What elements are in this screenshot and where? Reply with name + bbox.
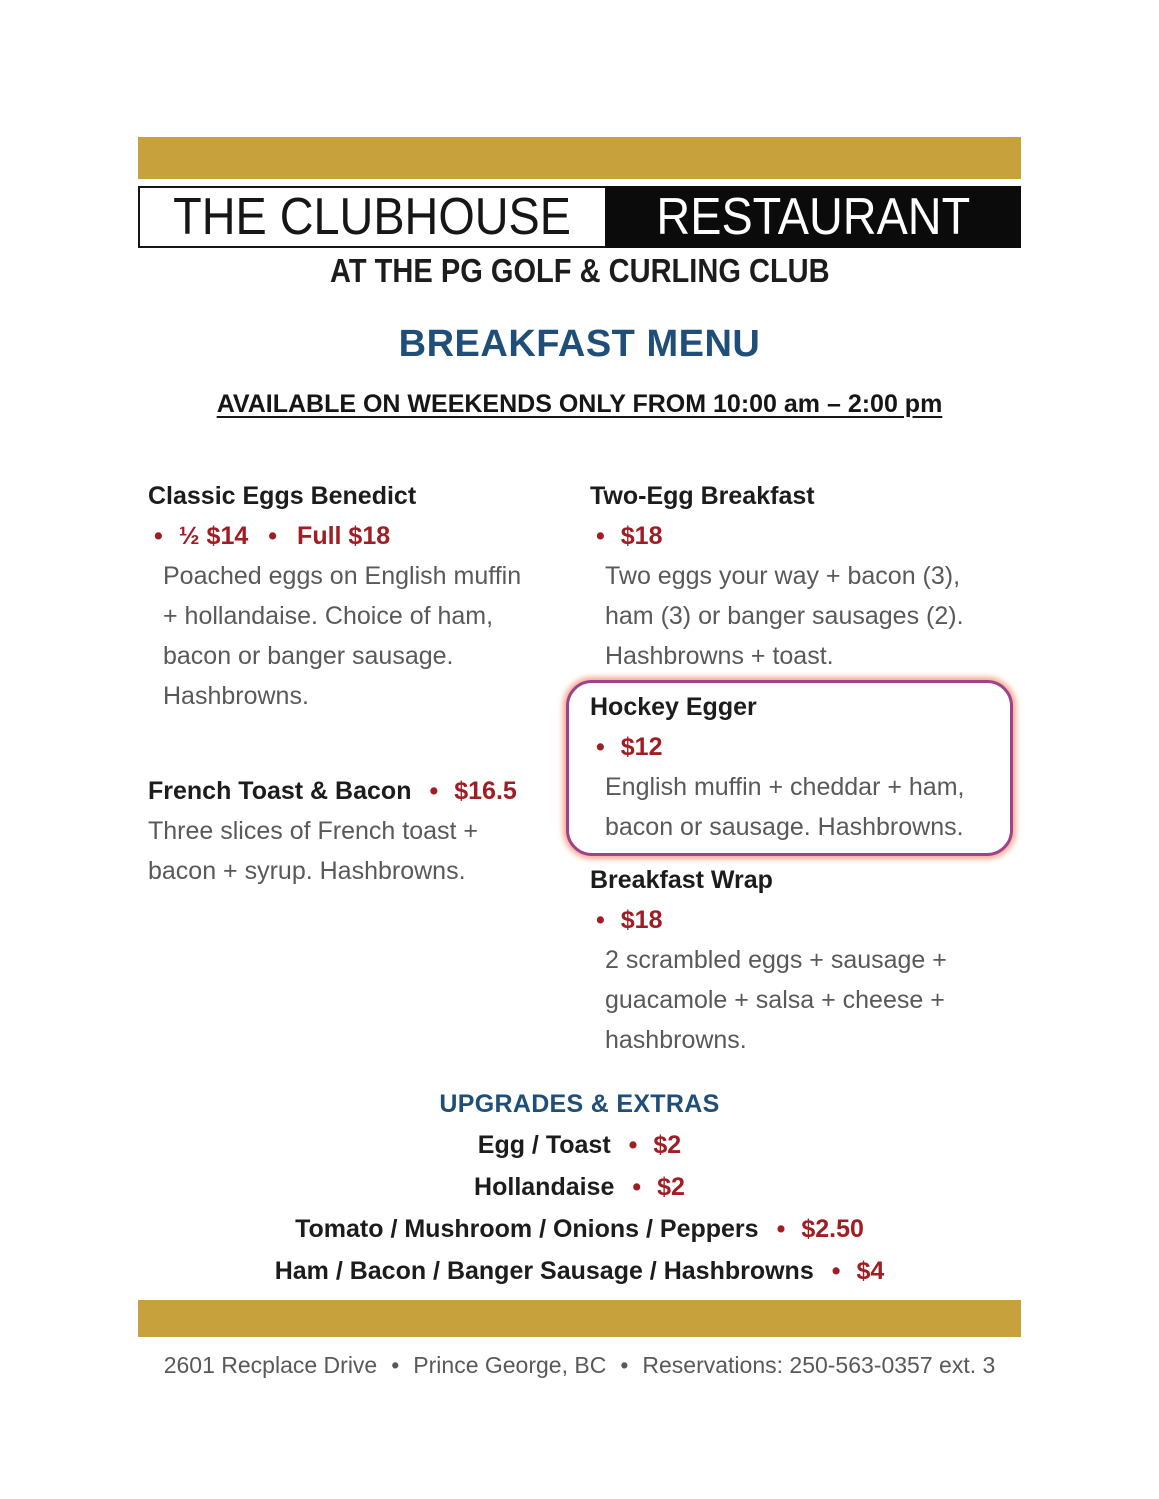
footer-address: 2601 Recplace Drive — [163, 1352, 378, 1378]
availability-notice: AVAILABLE ON WEEKENDS ONLY FROM 10:00 am – 2:00 pm — [216, 390, 943, 418]
extras-item-hollandaise — [0, 1166, 1159, 1208]
logo-tagline: AT THE PG GOLF & CURLING CLUB — [329, 252, 830, 289]
item-name: Classic Eggs Benedict — [148, 482, 417, 510]
extras-item-name: Tomato / Mushroom / Onions / Peppers — [295, 1215, 759, 1243]
menu-column-right — [590, 476, 1042, 1060]
footer-separator-bullet: • — [391, 1352, 400, 1378]
item-price-line — [590, 516, 1042, 556]
bullet-icon: • — [268, 522, 278, 550]
item-name: Two-Egg Breakfast — [590, 482, 815, 510]
menu-item-hockey-egger-highlighted — [566, 680, 1013, 856]
bullet-icon: • — [776, 1215, 786, 1243]
bullet-icon: • — [154, 522, 163, 550]
restaurant-logo — [138, 186, 1021, 248]
extras-item-price: $2 — [657, 1173, 685, 1201]
item-price: $12 — [620, 733, 663, 761]
item-description: Three slices of French toast + bacon + syrup. Hashbrowns. — [148, 817, 479, 885]
logo-restaurant-block — [605, 186, 1021, 248]
menu-item-french-toast-bacon — [148, 771, 566, 891]
extras-item-price: $4 — [856, 1257, 885, 1285]
bullet-icon: • — [429, 777, 439, 805]
bottom-gold-bar — [138, 1300, 1021, 1337]
menu-item-two-egg-breakfast — [590, 476, 1042, 676]
item-price-half: ½ $14 — [178, 522, 249, 550]
extras-item-meats — [0, 1250, 1159, 1292]
item-price-line — [590, 900, 1042, 940]
upgrades-extras-section — [0, 1084, 1159, 1292]
item-price-line — [590, 727, 1010, 767]
menu-item-classic-eggs-benedict — [148, 476, 566, 716]
footer-city: Prince George, BC — [413, 1352, 607, 1378]
item-description: 2 scrambled eggs + sausage + guacamole + salsa + cheese + hashbrowns. — [605, 946, 947, 1054]
extras-item-name: Hollandaise — [474, 1173, 615, 1201]
extras-heading: UPGRADES & EXTRAS — [439, 1090, 720, 1118]
brand-name-left: THE CLUBHOUSE — [173, 188, 572, 246]
bullet-icon: • — [632, 1173, 642, 1201]
logo-clubhouse-block — [138, 186, 605, 248]
extras-item-price: $2.50 — [801, 1215, 864, 1243]
menu-column-left — [148, 476, 566, 1060]
item-name-price-row — [148, 771, 566, 811]
menu-item-breakfast-wrap — [590, 860, 1042, 1060]
item-name: Breakfast Wrap — [590, 866, 773, 894]
menu-columns — [0, 476, 1159, 1060]
extras-item-price: $2 — [653, 1131, 682, 1159]
extras-item-name: Ham / Bacon / Banger Sausage / Hashbrowns — [274, 1257, 814, 1285]
item-name: Hockey Egger — [590, 693, 757, 721]
item-price-full: Full $18 — [297, 522, 391, 550]
item-description: Poached eggs on English muffin + hollandaise. Choice of ham, bacon or banger sausage. Hashbrowns. — [163, 562, 522, 710]
footer-contact-line — [0, 1351, 1159, 1379]
item-price: $16.5 — [454, 777, 517, 805]
bullet-icon: • — [596, 906, 605, 934]
top-gold-bar — [138, 137, 1021, 179]
extras-item-name: Egg / Toast — [477, 1131, 611, 1159]
bullet-icon: • — [628, 1131, 638, 1159]
extras-item-egg-toast — [0, 1124, 1159, 1166]
item-price: $18 — [620, 906, 663, 934]
extras-item-veggies — [0, 1208, 1159, 1250]
bullet-icon: • — [596, 733, 605, 761]
page-title: BREAKFAST MENU — [398, 323, 761, 365]
bullet-icon: • — [596, 522, 605, 550]
footer-separator-bullet: • — [620, 1352, 629, 1378]
footer-reservations: Reservations: 250-563-0357 ext. 3 — [642, 1352, 996, 1378]
item-name: French Toast & Bacon — [148, 777, 412, 805]
item-description: Two eggs your way + bacon (3), ham (3) or banger sausages (2). Hashbrowns + toast. — [605, 562, 964, 670]
bullet-icon: • — [831, 1257, 841, 1285]
brand-name-right: RESTAURANT — [656, 188, 970, 246]
item-price: $18 — [620, 522, 663, 550]
item-description: English muffin + cheddar + ham, bacon or sausage. Hashbrowns. — [605, 773, 965, 841]
item-price-line — [148, 516, 566, 556]
